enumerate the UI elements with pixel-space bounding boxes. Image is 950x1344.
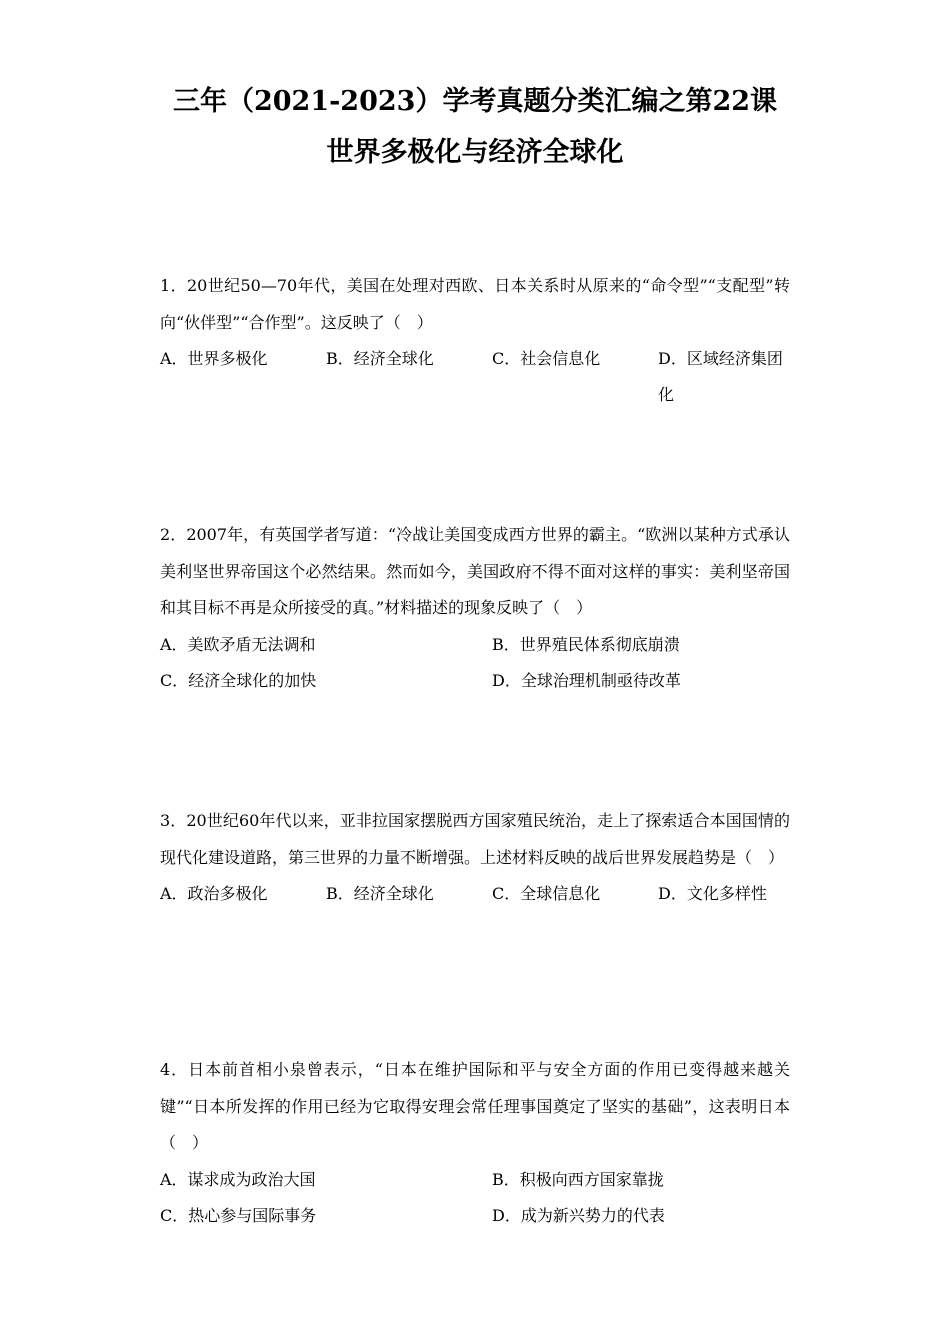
document-title-line1: 三年（2021-2023）学考真题分类汇编之第22课 [172, 86, 778, 117]
question-4-option-d: D．成为新兴势力的代表 [492, 1205, 665, 1225]
question-2-stem: 2．2007年，有英国学者写道：“冷战让美国变成西方世界的霸主。“欧洲以某种方式承认美利坚世界帝国这个必然结果。然而如今，美国政府不得不面对这样的事实：美利坚帝国和其目标不再是众所接受的真。”材料描述的现象反映了（ ） [160, 525, 790, 617]
question-1-option-d: D．区域经济集团化 [658, 349, 783, 404]
question-3-option-a: A．政治多极化 [160, 884, 268, 903]
question-4-stem: 4．日本前首相小泉曾表示，“日本在维护国际和平与安全方面的作用已变得越来越关键”“日本所发挥的作用已经为它取得安理会常任理事国奠定了坚实的基础”，这表明日本（ ） [160, 1060, 790, 1152]
question-1-option-a: A．世界多极化 [160, 349, 268, 368]
question-2-option-d: D．全球治理机制亟待改革 [492, 670, 681, 690]
question-1-option-b: B．经济全球化 [326, 349, 434, 368]
question-3 [160, 803, 790, 912]
question-1-option-c: C．社会信息化 [492, 349, 601, 368]
question-2-options [160, 627, 790, 699]
question-3-options [160, 876, 790, 912]
question-4-options [160, 1162, 790, 1234]
question-4 [160, 1052, 790, 1234]
question-2-option-c: C．经济全球化的加快 [160, 670, 317, 690]
question-4-option-b: B．积极向西方国家靠拢 [492, 1169, 664, 1189]
question-3-option-b: B．经济全球化 [326, 884, 434, 903]
question-2-option-a: A．美欧矛盾无法调和 [160, 634, 316, 654]
question-2-option-b: B．世界殖民体系彻底崩溃 [492, 634, 680, 654]
question-3-stem: 3．20世纪60年代以来，亚非拉国家摆脱西方国家殖民统治，走上了探索适合本国国情的现代化建设道路，第三世界的力量不断增强。上述材料反映的战后世界发展趋势是（ ） [160, 811, 790, 867]
question-3-option-c: C．全球信息化 [492, 884, 601, 903]
question-4-option-a: A．谋求成为政治大国 [160, 1169, 316, 1189]
question-1-stem: 1．20世纪50—70年代，美国在处理对西欧、日本关系时从原来的“命令型”“支配型”转向“伙伴型”“合作型”。这反映了（ ） [160, 276, 790, 332]
question-2 [160, 517, 790, 699]
question-3-option-d: D．文化多样性 [658, 884, 767, 903]
document-title-line2: 世界多极化与经济全球化 [326, 137, 624, 168]
question-4-option-c: C．热心参与国际事务 [160, 1205, 317, 1225]
question-1 [160, 268, 790, 413]
question-1-options [160, 341, 790, 413]
